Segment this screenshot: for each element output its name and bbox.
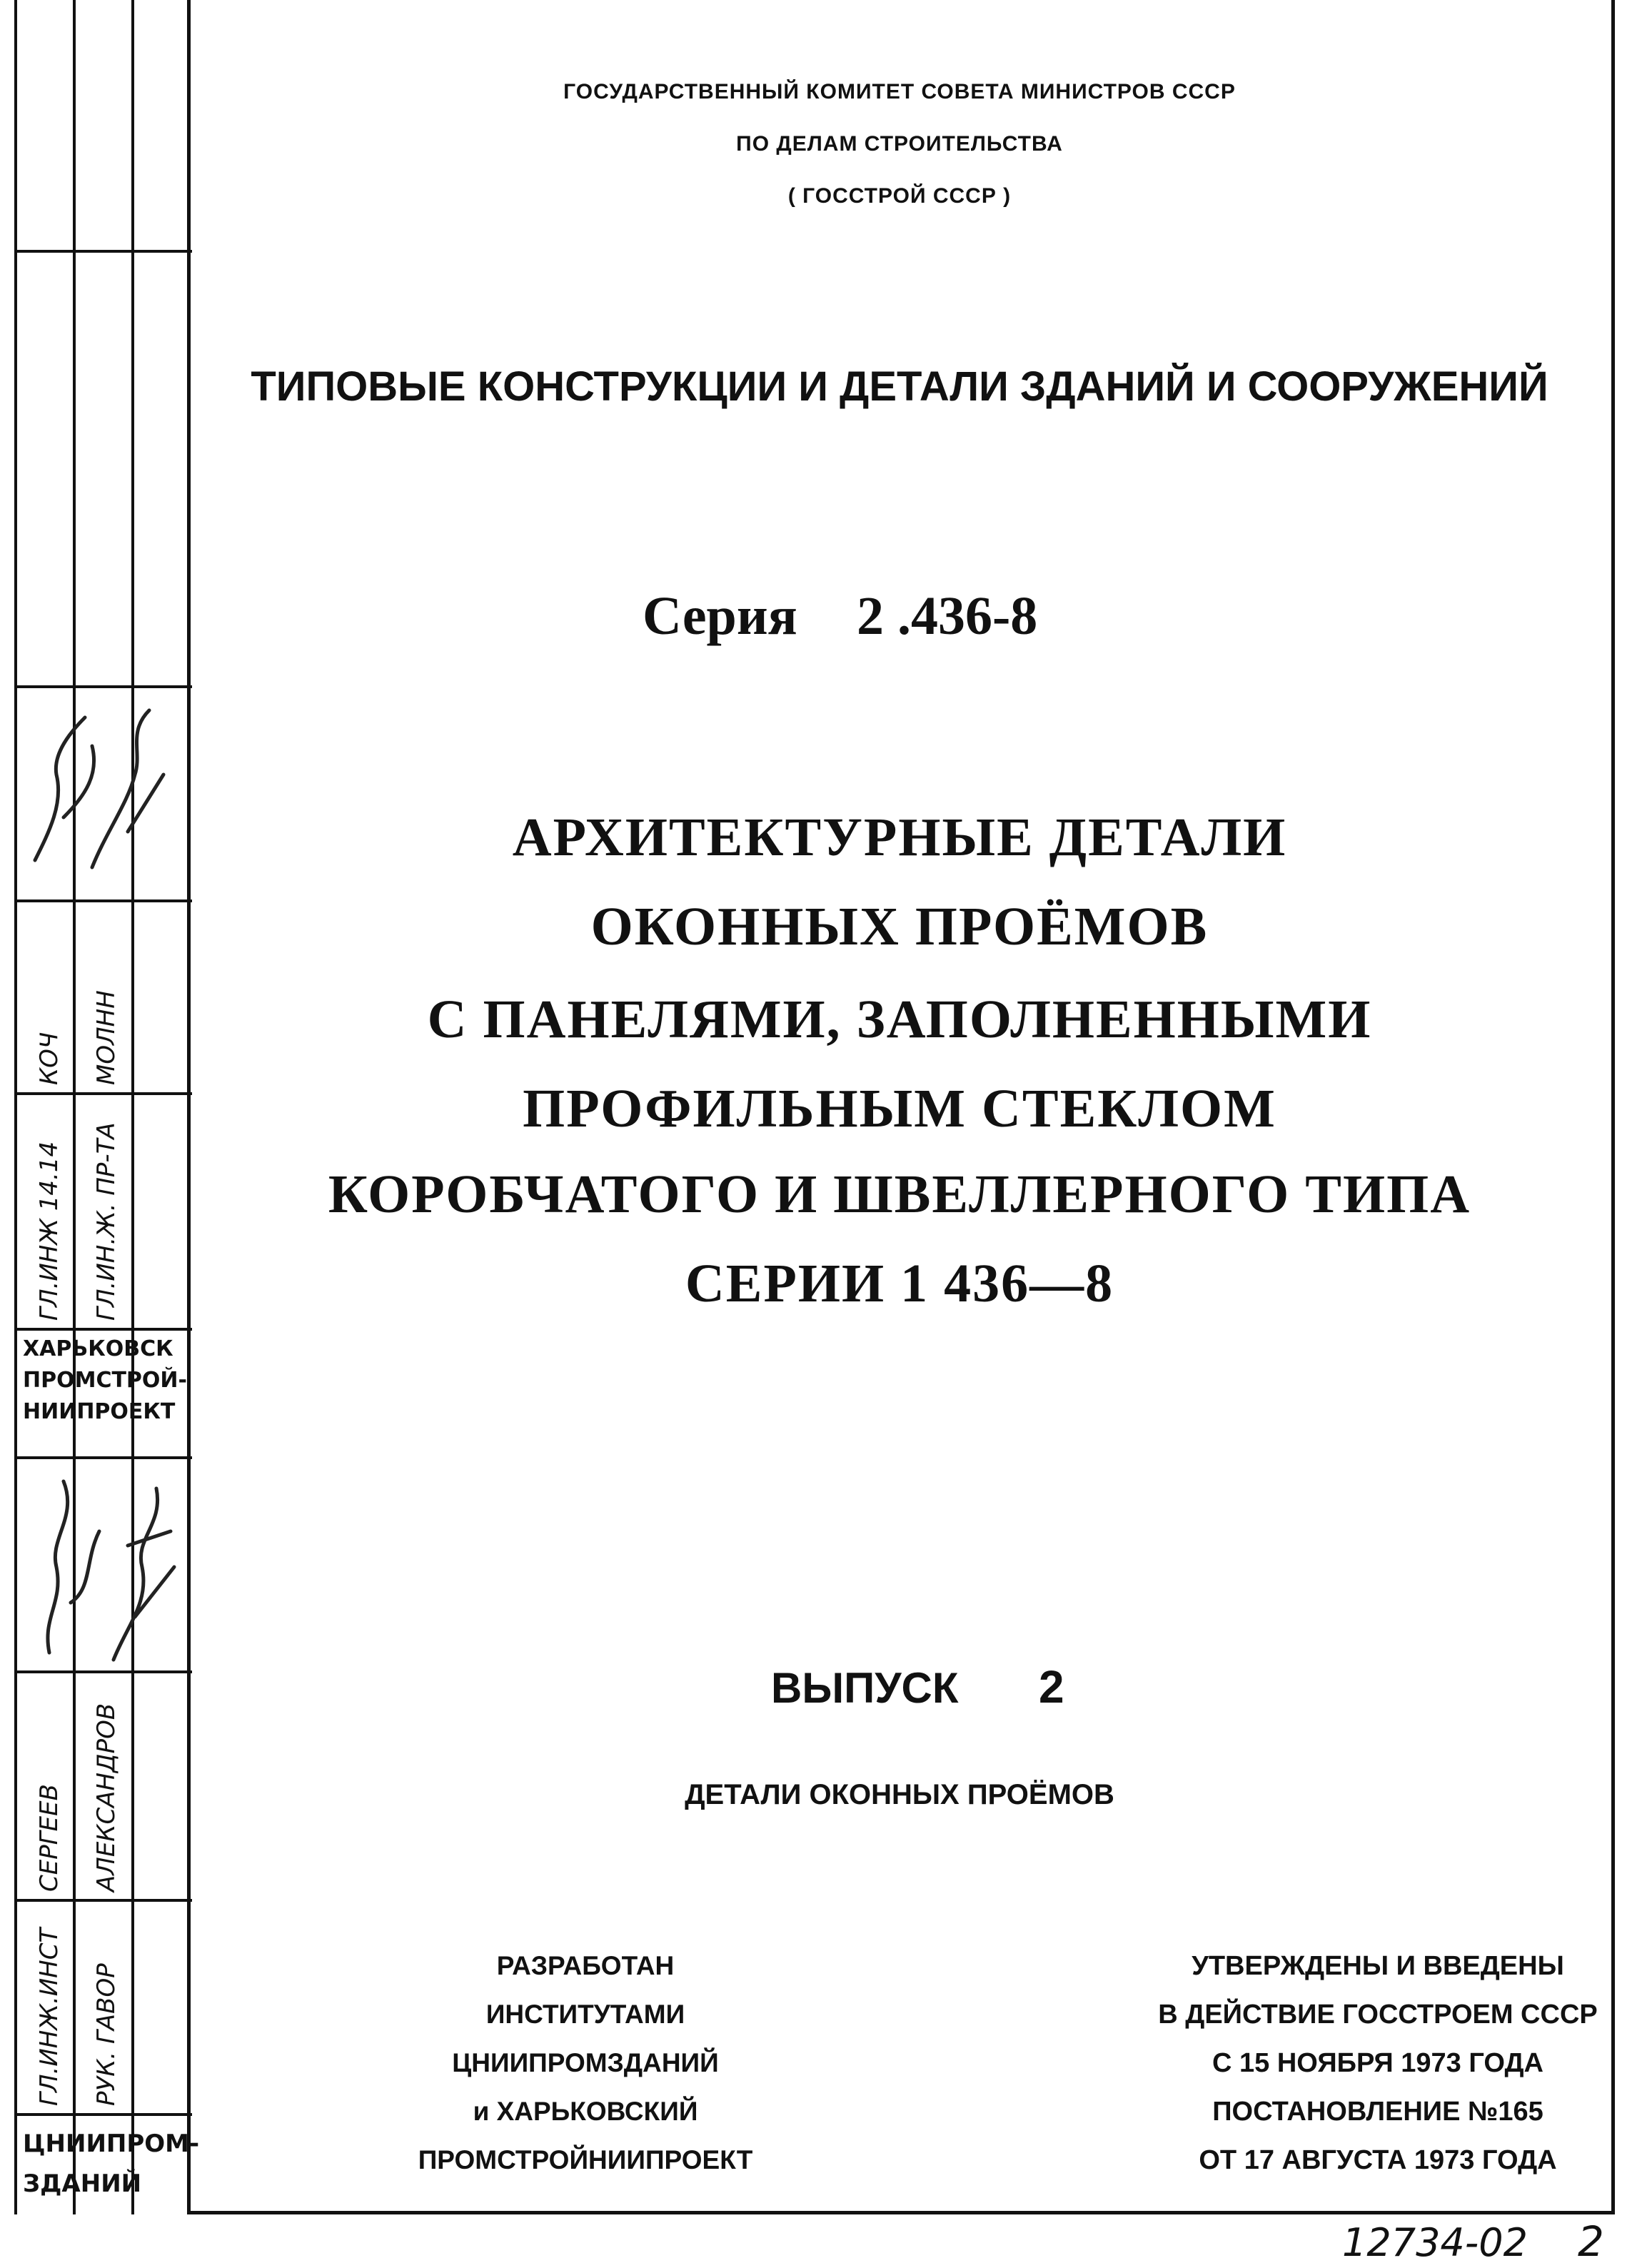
stamp-row-divider <box>17 1456 192 1459</box>
approval-line4: ПОСТАНОВЛЕНИЕ №165 <box>1212 2097 1543 2127</box>
developed-by-block <box>328 1942 842 2184</box>
issue-subtitle: ДЕТАЛИ ОКОННЫХ ПРОЁМОВ <box>685 1779 1114 1810</box>
stamp-org-tsnii-line1: ЦНИИПРОМ- <box>23 2130 200 2158</box>
stamp-row-divider <box>17 1328 192 1331</box>
stamp-upper-name2: МОЛНН <box>92 990 121 1085</box>
stamp-row-divider <box>17 1092 192 1095</box>
issue-label: ВЫПУСК <box>771 1664 959 1712</box>
main-title-line2: ОКОННЫХ ПРОЁМОВ <box>590 897 1209 957</box>
developed-by-line1: РАЗРАБОТАН <box>496 1951 675 1980</box>
series-label: Серия <box>643 586 797 646</box>
stamp-org-kharkov-line1: ХАРЬКОВСК <box>23 1336 173 1361</box>
approval-line3: С 15 НОЯБРЯ 1973 ГОДА <box>1212 2048 1543 2078</box>
stamp-org-kharkov-line2: ПРОМСТРОЙ- <box>23 1368 187 1393</box>
stamp-lower-role1: ГЛ.ИНЖ.ИНСТ <box>35 1927 64 2106</box>
side-stamp-strip <box>14 0 200 2214</box>
developed-by-line3: ЦНИИПРОМЗДАНИЙ <box>452 2048 719 2077</box>
stamp-row-divider <box>17 899 192 902</box>
approval-line5: ОТ 17 АВГУСТА 1973 ГОДА <box>1199 2145 1557 2175</box>
committee-line1: ГОСУДАРСТВЕННЫЙ КОМИТЕТ СОВЕТА МИНИСТРОВ СССР <box>563 80 1236 104</box>
main-title-line3: С ПАНЕЛЯМИ, ЗАПОЛНЕННЫМИ <box>427 989 1372 1049</box>
stamp-lower-role2: РУК. ГАВОР <box>92 1963 121 2106</box>
stamp-row-divider <box>17 1899 192 1902</box>
stamp-row-divider <box>17 2113 192 2116</box>
committee-line2: ПО ДЕЛАМ СТРОИТЕЛЬСТВА <box>736 132 1063 156</box>
sheet-number: 2 <box>1578 2217 1604 2266</box>
developed-by-line4: и ХАРЬКОВСКИЙ <box>473 2097 698 2126</box>
stamp-row-divider <box>17 685 192 688</box>
stamp-column-divider <box>131 0 134 2214</box>
developed-by-line2: ИНСТИТУТАМИ <box>485 2000 685 2029</box>
stamp-column-divider <box>73 0 76 2214</box>
main-title-line4: ПРОФИЛЬНЫМ СТЕКЛОМ <box>523 1079 1276 1139</box>
approval-line2: В ДЕЙСТВИЕ ГОССТРОЕМ СССР <box>1158 2000 1598 2030</box>
stamp-lower-name2: АЛЕКСАНДРОВ <box>92 1703 121 1892</box>
signature-lower <box>21 1460 188 1667</box>
stamp-org-tsniipromzdaniy <box>23 2124 199 2204</box>
series-number: 2 .436-8 <box>857 586 1038 646</box>
main-title-line5: КОРОБЧАТОГО И ШВЕЛЛЕРНОГО ТИПА <box>328 1164 1471 1224</box>
signature-upper <box>21 689 188 896</box>
stamp-upper-name1: КОЧ <box>35 1032 64 1085</box>
stamp-row-divider <box>17 1670 192 1673</box>
approval-line1: УТВЕРЖДЕНЫ И ВВЕДЕНЫ <box>1192 1951 1564 1981</box>
stamp-lower-name1: СЕРГЕЕВ <box>35 1784 64 1892</box>
stamp-org-tsnii-line2: ЗДАНИЙ <box>23 2169 142 2198</box>
stamp-org-kharkov <box>23 1334 187 1428</box>
stamp-row-divider <box>17 250 192 253</box>
issue-number: 2 <box>1039 1661 1064 1713</box>
stamp-org-kharkov-line3: НИИПРОЕКТ <box>23 1399 176 1424</box>
committee-line3: ( ГОССТРОЙ СССР ) <box>787 184 1012 208</box>
developed-by-line5: ПРОМСТРОЙНИИПРОЕКТ <box>418 2145 753 2174</box>
document-number: 12734-02 <box>1342 2220 1528 2265</box>
main-title-line1: АРХИТЕКТУРНЫЕ ДЕТАЛИ <box>512 807 1287 867</box>
main-title-line6: СЕРИИ 1 436—8 <box>685 1254 1114 1314</box>
stamp-upper-role2: ГЛ.ИН.Ж. ПР-ТА <box>92 1122 121 1321</box>
approval-block <box>1135 1942 1621 2184</box>
collection-title: ТИПОВЫЕ КОНСТРУКЦИИ И ДЕТАЛИ ЗДАНИЙ И СООРУЖЕНИЙ <box>251 363 1548 410</box>
stamp-upper-role1: ГЛ.ИНЖ 14.14 <box>35 1141 64 1321</box>
